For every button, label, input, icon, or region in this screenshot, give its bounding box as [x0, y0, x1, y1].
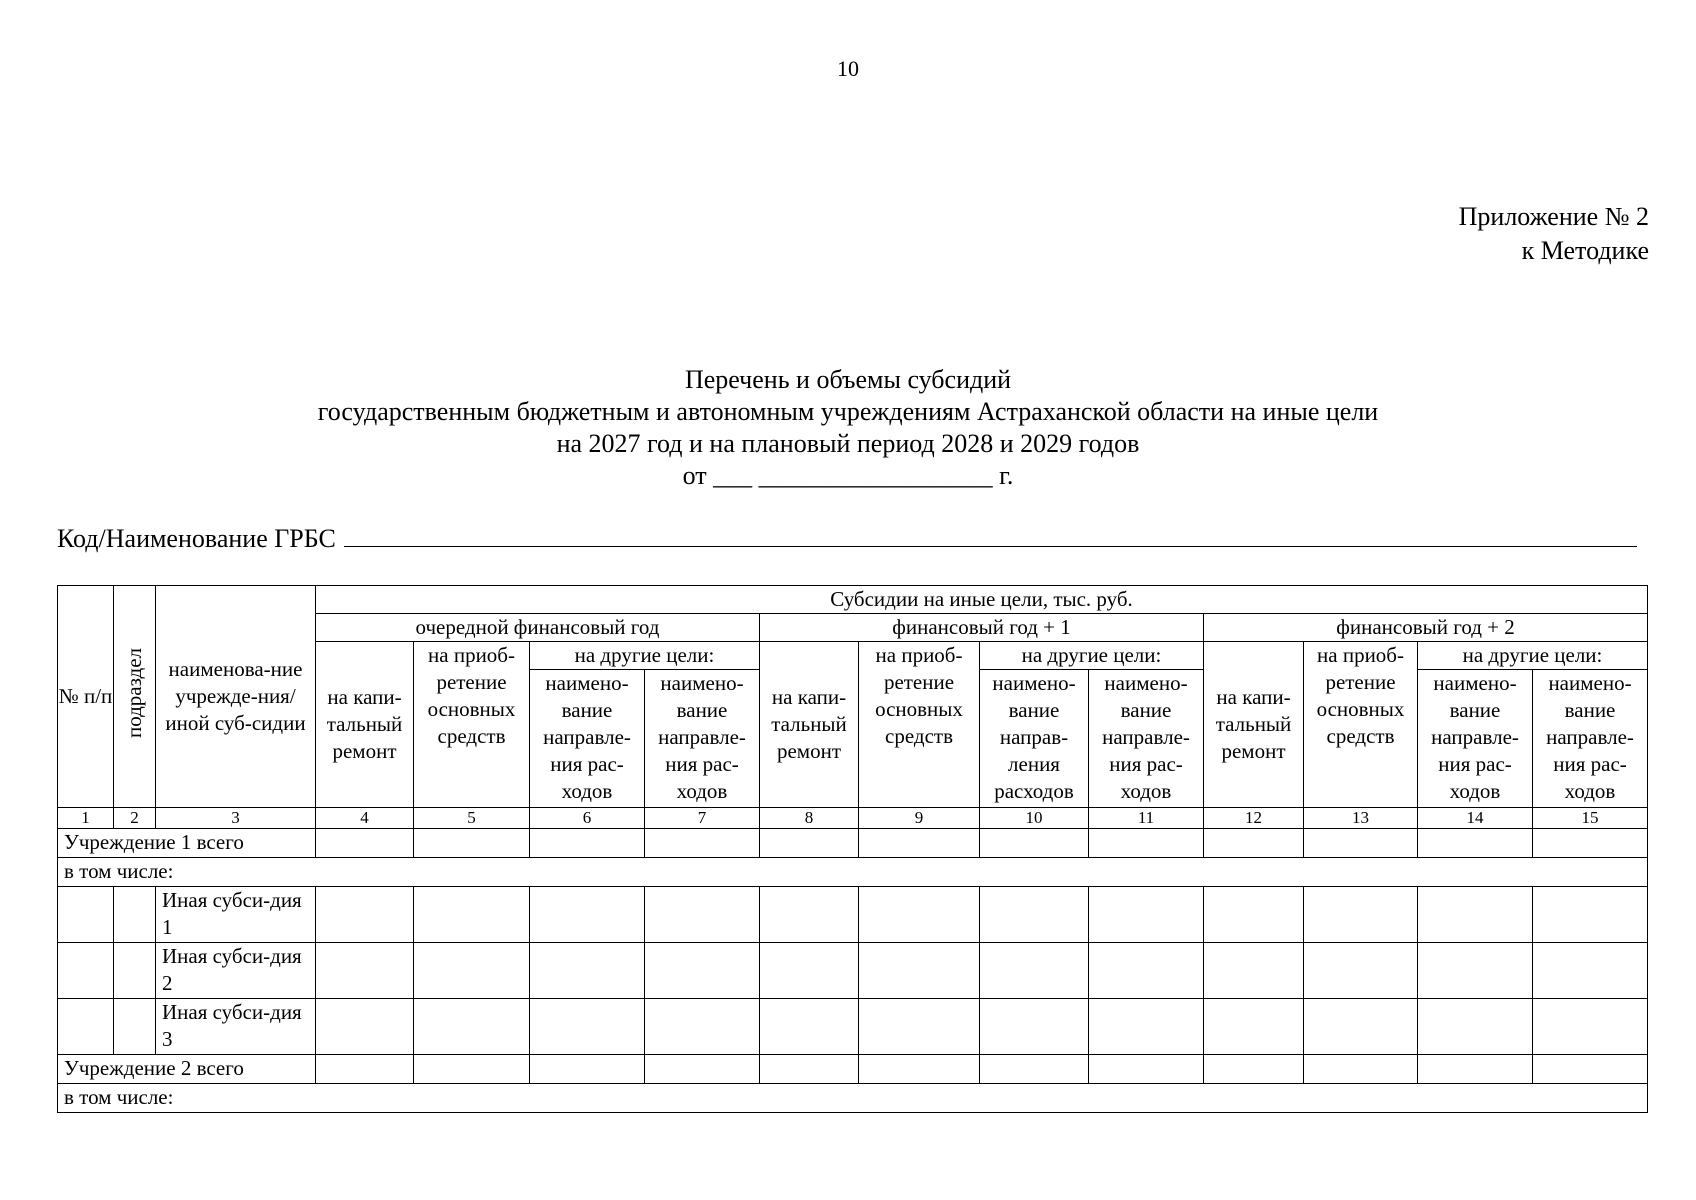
col-num: 4 [316, 808, 414, 829]
cell [1089, 829, 1204, 858]
cell [1204, 887, 1304, 943]
cell [1533, 1055, 1648, 1084]
header-year-plus2: финансовый год + 2 [1204, 614, 1648, 642]
grbs-label: Код/Наименование ГРБС [57, 524, 336, 553]
institution-total-label: Учреждение 1 всего [58, 829, 316, 858]
col-num: 8 [760, 808, 859, 829]
table-row [58, 858, 1648, 887]
cell [1204, 829, 1304, 858]
including-label: в том числе: [58, 858, 1648, 887]
cell [1418, 943, 1533, 999]
header-group-main: Субсидии на иные цели, тыс. руб. [316, 586, 1648, 614]
cell [760, 829, 859, 858]
cell [414, 1055, 530, 1084]
table-row [58, 1055, 1648, 1084]
cell [1418, 1055, 1533, 1084]
cell [316, 887, 414, 943]
header-direction: наимено-вание направле-ния рас-ходов [1533, 670, 1648, 808]
cell [1304, 1055, 1418, 1084]
header-cap-repair: на капи-тальный ремонт [316, 642, 414, 808]
cell [58, 999, 114, 1055]
cell [1304, 887, 1418, 943]
col-num: 5 [414, 808, 530, 829]
cell [980, 1055, 1089, 1084]
document-title [0, 364, 1696, 492]
col-num: 14 [1418, 808, 1533, 829]
cell [114, 887, 156, 943]
cell [1418, 829, 1533, 858]
cell [414, 887, 530, 943]
cell [980, 887, 1089, 943]
other-subsidy-label: Иная субси-дия 2 [156, 943, 316, 999]
cell [980, 999, 1089, 1055]
cell [760, 943, 859, 999]
table-row [58, 999, 1648, 1055]
cell [530, 887, 645, 943]
table-row [58, 887, 1648, 943]
table-row [58, 943, 1648, 999]
header-direction: наимено-вание направле-ния рас-ходов [530, 670, 645, 808]
col-num: 2 [114, 808, 156, 829]
cell [1418, 999, 1533, 1055]
cell [645, 943, 760, 999]
col-num: 3 [156, 808, 316, 829]
header-subsection-label: подраздел [122, 647, 146, 739]
cell [1089, 1055, 1204, 1084]
cell [859, 887, 980, 943]
cell [414, 829, 530, 858]
cell [414, 943, 530, 999]
cell [645, 829, 760, 858]
cell [760, 887, 859, 943]
header-direction: наимено-вание направле-ния рас-ходов [1418, 670, 1533, 808]
cell [1204, 999, 1304, 1055]
cell [530, 999, 645, 1055]
table-row [58, 1084, 1648, 1113]
cell [58, 887, 114, 943]
header-direction: наимено-вание направле-ния рас-ходов [645, 670, 760, 808]
cell [530, 943, 645, 999]
cell [530, 1055, 645, 1084]
appendix-note [1459, 200, 1649, 268]
cell [1304, 829, 1418, 858]
cell [859, 1055, 980, 1084]
header-other-purposes: на другие цели: [1418, 642, 1648, 670]
header-fixed-assets: на приоб-ретение основных средств [414, 642, 530, 808]
cell [859, 999, 980, 1055]
cell [316, 1055, 414, 1084]
cell [58, 943, 114, 999]
header-cap-repair: на капи-тальный ремонт [1204, 642, 1304, 808]
grbs-fill-line [344, 522, 1637, 547]
col-num: 15 [1533, 808, 1648, 829]
subsidies-table [57, 585, 1648, 1113]
cell [980, 943, 1089, 999]
including-label: в том числе: [58, 1084, 1648, 1113]
cell [980, 829, 1089, 858]
column-numbers-row [58, 808, 1648, 829]
cell [1533, 943, 1648, 999]
cell [1304, 999, 1418, 1055]
institution-total-label: Учреждение 2 всего [58, 1055, 316, 1084]
header-direction: наимено-вание направ-ления расходов [980, 670, 1089, 808]
page-number: 10 [837, 56, 859, 81]
header-name: наименова-ние учрежде-ния/иной суб-сидии [156, 586, 316, 808]
cell [1533, 999, 1648, 1055]
cell [316, 829, 414, 858]
col-num: 9 [859, 808, 980, 829]
col-num: 12 [1204, 808, 1304, 829]
cell [760, 999, 859, 1055]
cell [1089, 999, 1204, 1055]
appendix-line-1: Приложение № 2 [1458, 202, 1649, 231]
cell [1533, 829, 1648, 858]
appendix-line-2: к Методике [1521, 236, 1649, 265]
cell [645, 1055, 760, 1084]
cell [1204, 943, 1304, 999]
cell [859, 829, 980, 858]
title-line-1: Перечень и объемы субсидий [684, 365, 1012, 394]
title-line-4: от ___ __________________ г. [682, 461, 1014, 490]
cell [530, 829, 645, 858]
cell [859, 943, 980, 999]
header-other-purposes: на другие цели: [530, 642, 760, 670]
other-subsidy-label: Иная субси-дия 1 [156, 887, 316, 943]
header-num: № п/п [58, 586, 114, 808]
cell [1089, 943, 1204, 999]
col-num: 6 [530, 808, 645, 829]
col-num: 11 [1089, 808, 1204, 829]
header-fixed-assets: на приоб-ретение основных средств [859, 642, 980, 808]
col-num: 1 [58, 808, 114, 829]
table-row [58, 829, 1648, 858]
cell [1533, 887, 1648, 943]
cell [114, 943, 156, 999]
grbs-field [57, 522, 1637, 554]
title-line-2: государственным бюджетным и автономным учреждениям Астраханской области на иные цели [317, 397, 1379, 426]
cell [1089, 887, 1204, 943]
cell [1418, 887, 1533, 943]
header-fixed-assets: на приоб-ретение основных средств [1304, 642, 1418, 808]
cell [645, 999, 760, 1055]
header-direction: наимено-вание направле-ния рас-ходов [1089, 670, 1204, 808]
col-num: 13 [1304, 808, 1418, 829]
other-subsidy-label: Иная субси-дия 3 [156, 999, 316, 1055]
cell [1304, 943, 1418, 999]
cell [114, 999, 156, 1055]
cell [1204, 1055, 1304, 1084]
cell [316, 943, 414, 999]
cell [760, 1055, 859, 1084]
header-subsection [114, 586, 156, 808]
header-other-purposes: на другие цели: [980, 642, 1204, 670]
title-line-3: на 2027 год и на плановый период 2028 и 2029 годов [556, 429, 1140, 458]
col-num: 7 [645, 808, 760, 829]
cell [645, 887, 760, 943]
header-year-plus1: финансовый год + 1 [760, 614, 1204, 642]
cell [414, 999, 530, 1055]
col-num: 10 [980, 808, 1089, 829]
header-year-current: очередной финансовый год [316, 614, 760, 642]
header-cap-repair: на капи-тальный ремонт [760, 642, 859, 808]
cell [316, 999, 414, 1055]
